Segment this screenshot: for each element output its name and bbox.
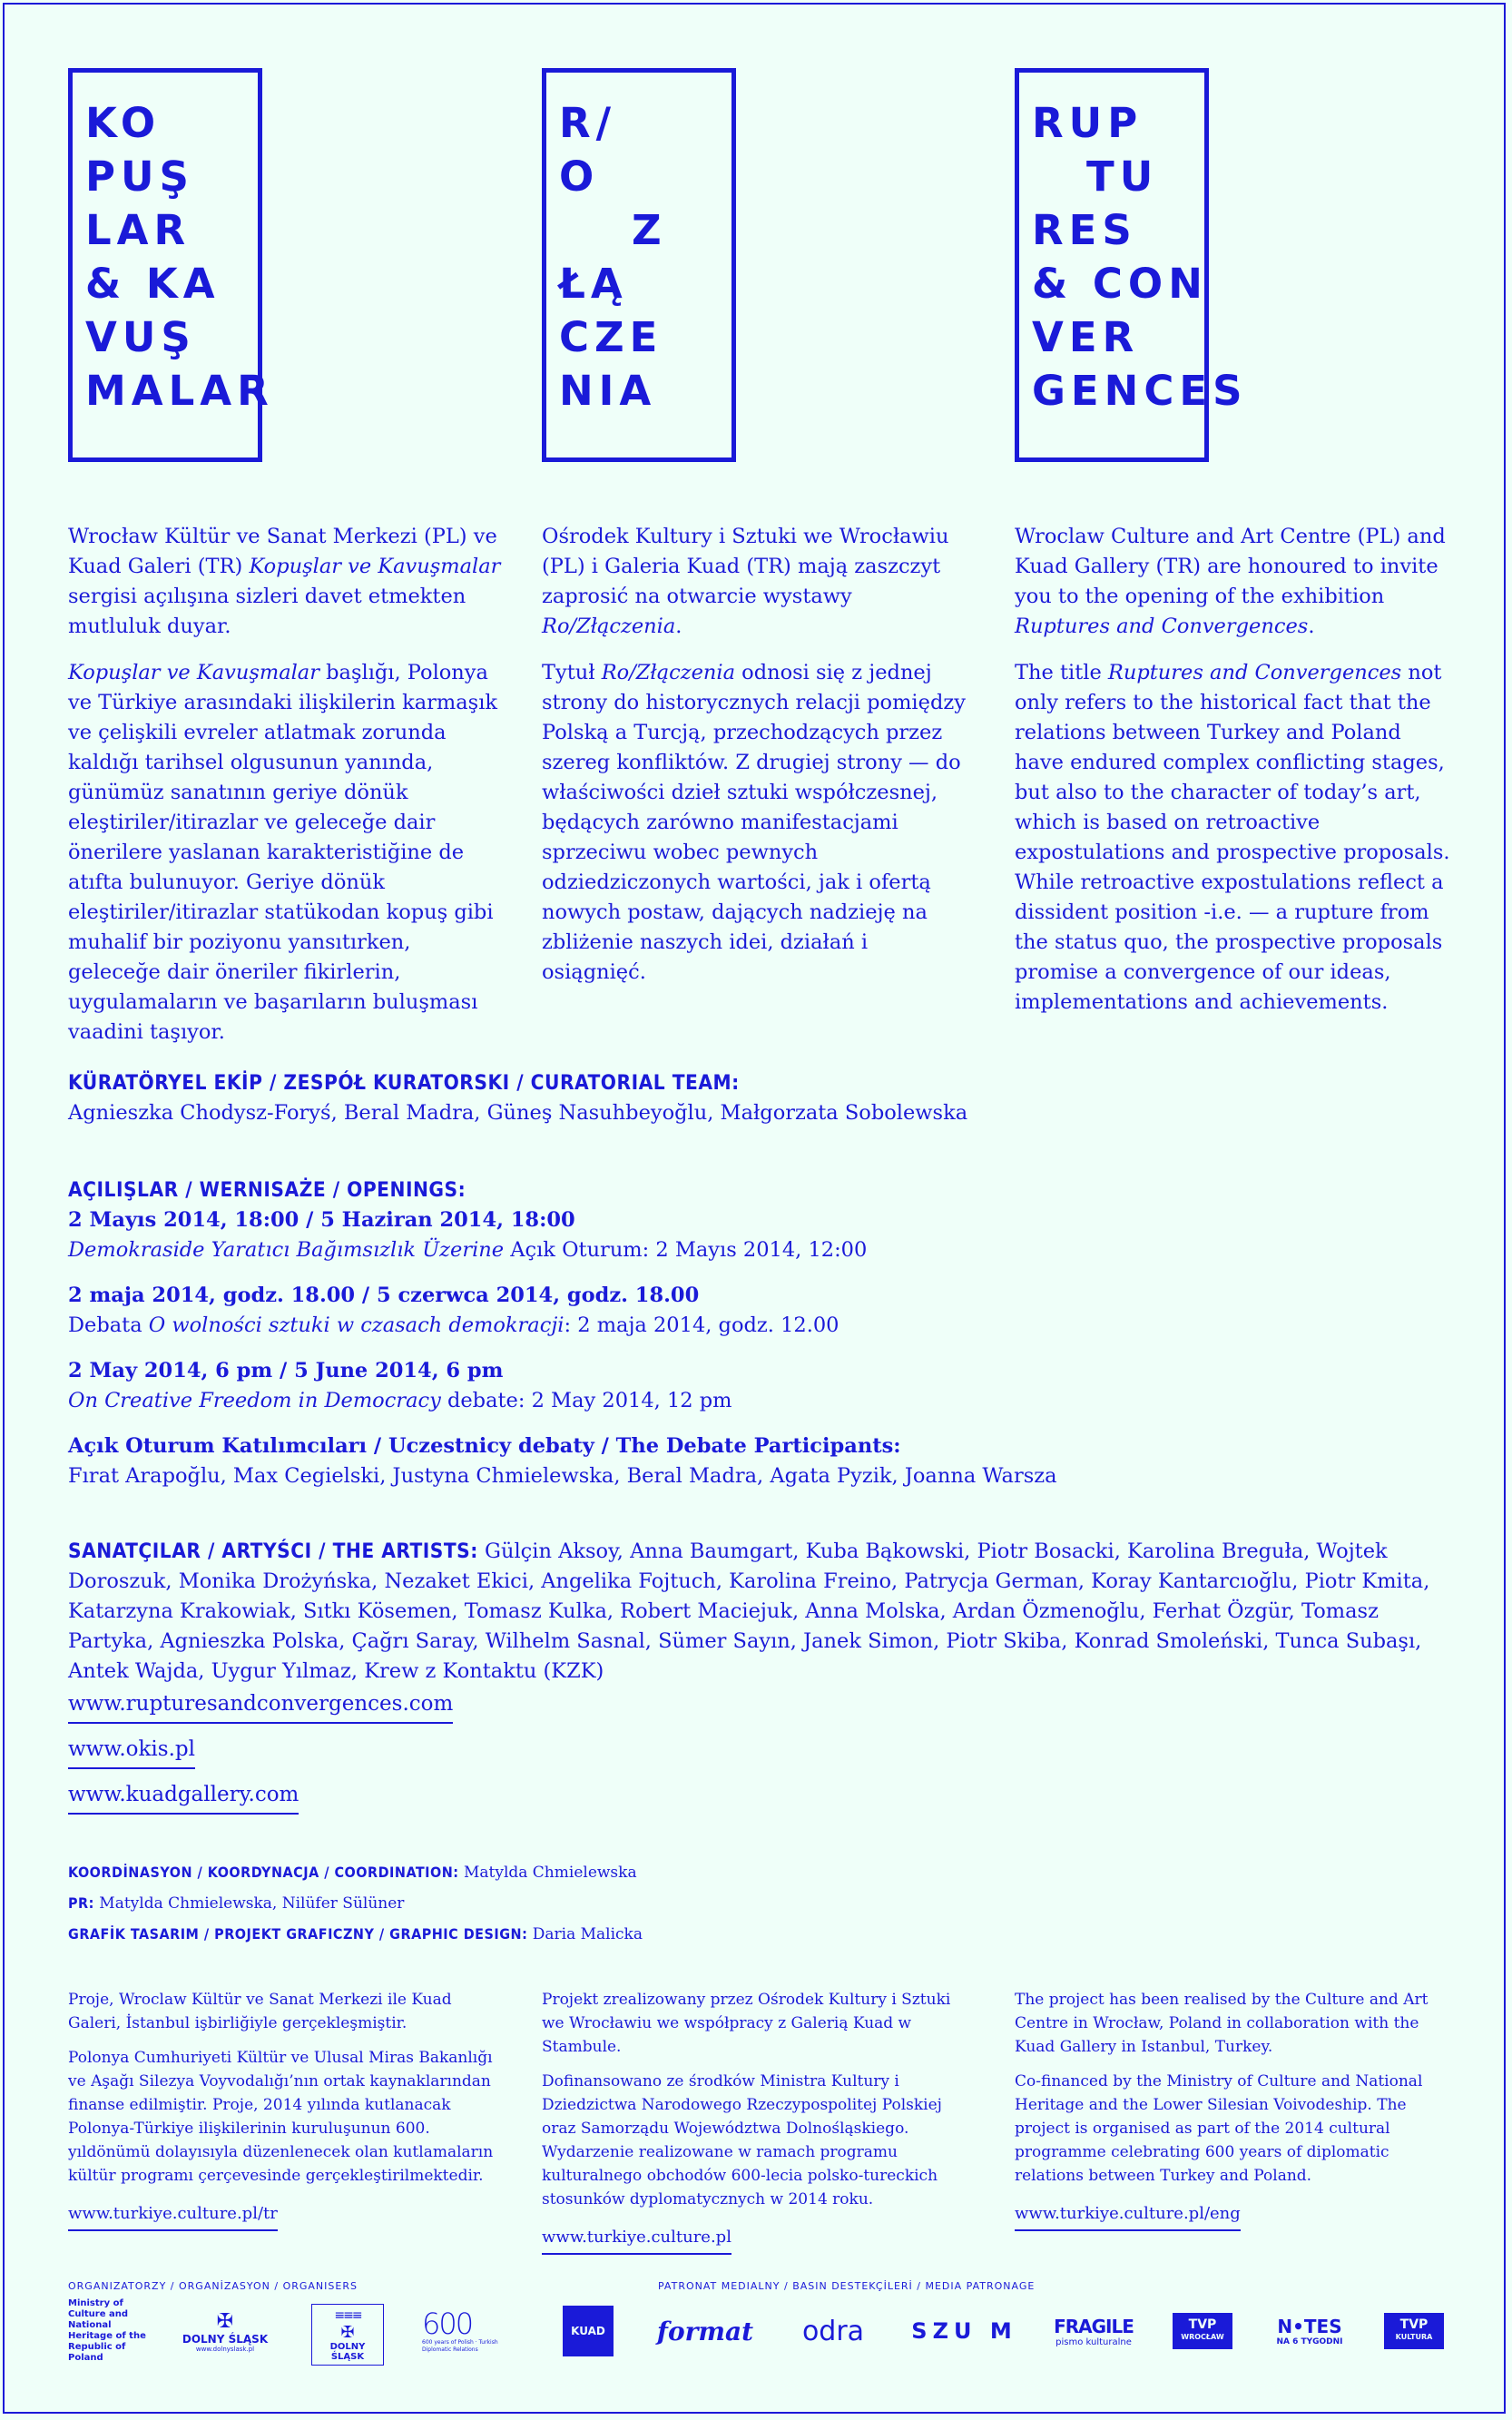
intro-paragraph: Wrocław Kültür ve Sanat Merkezi (PL) ve Kuad Galeri (TR) Kopuşlar ve Kavuşmalar sergisi açılışına sizleri davet etmekten mutluluk duyar.	[68, 525, 501, 638]
stripes-icon: ≡≡≡	[334, 2307, 361, 2323]
notes-logo: N•TES NA 6 TYGODNI	[1276, 2316, 1343, 2346]
intro-paragraph: The title Ruptures and Convergences not only refers to the historical fact that the relations between Turkey and Poland have endured complex conflicting stages, but also to the character of today’s art, which is based on retroactive expostulations and prospective proposals. While retroactive expostulations reflect a dissident position -i.e. — a rupture from the status quo, the prospective proposals promise a convergence of our ideas, implementations and achievements.	[1015, 661, 1450, 1014]
logo-kopuslar	[68, 68, 274, 462]
funding-paragraph: Co-financed by the Ministry of Culture and National Heritage and the Lower Silesian Voivodeship. The project is organised as part of the 2014 cultural programme celebrating 600 years of diplomatic relations between Turkey and Poland.	[1015, 2072, 1423, 2185]
logo-line: LAR	[85, 206, 191, 254]
logo-line: MALAR	[85, 367, 274, 415]
odra-logo: odra	[801, 2315, 865, 2347]
format-logo: format	[656, 2316, 754, 2346]
link-rupturesandconvergences[interactable]: www.rupturesandconvergences.com	[68, 1689, 453, 1724]
logo-line: PUŞ	[85, 152, 194, 201]
funding-turkish	[68, 1988, 495, 2231]
artists-names: Gülçin Aksoy, Anna Baumgart, Kuba Bąkowski, Piotr Bosacki, Karolina Breguła, Wojtek Doroszuk, Monika Drożyńska, Nezaket Ekici, Angelika Fojtuch, Karolina Freino, Patrycja German, Koray Kantarcıoğlu, Piotr Kmita, Katarzyna Krakowiak, Sıtkı Kösemen, Tomasz Kulka, Robert Maciejuk, Anna Molska, Ardan Özmenoğlu, Ferhat Özgür, Tomasz Partyka, Agnieszka Polska, Çağrı Saray, Wilhelm Sasnal, Sümer Sayın, Janek Simon, Piotr Skiba, Konrad Smoleński, Tunca Subaşı, Antek Wajda, Uygur Yılmaz, Krew z Kontaktu (KZK)	[68, 1540, 1430, 1683]
link-culture-tr[interactable]: www.turkiye.culture.pl/tr	[68, 2202, 278, 2231]
credit-coordination: KOORDİNASYON / KOORDYNACJA / COORDINATION: Matylda Chmielewska	[68, 1864, 637, 1882]
eagle-icon: ✠	[340, 2322, 355, 2342]
ministry-logo: Ministry of Culture and National Heritage of the Republic of Poland	[68, 2298, 146, 2363]
participants-label: Açık Oturum Katılımcıları / Uczestnicy debaty / The Debate Participants:	[68, 1434, 901, 1458]
funding-english	[1015, 1988, 1441, 2231]
opening-dates-en: 2 May 2014, 6 pm / 5 June 2014, 6 pm	[68, 1359, 504, 1382]
media-patronage-label: PATRONAT MEDIALNY / BASIN DESTEKÇİLERİ / MEDIA PATRONAGE	[658, 2280, 1036, 2292]
intro-paragraph: Wroclaw Culture and Art Centre (PL) and Kuad Gallery (TR) are honoured to invite you to the opening of the exhibition Ruptures and Convergences.	[1015, 525, 1446, 638]
logo-line: NIA	[559, 367, 657, 415]
logo-line: RUP	[1032, 99, 1144, 147]
funding-paragraph: Polonya Cumhuriyeti Kültür ve Ulusal Miras Bakanlığı ve Aşağı Silezya Voyvodalığı’nın ortak kaynaklarından finanse edilmiştir. Proje, 2014 yılında kutlanacak Polonya-Türkiye ilişkilerinin kuruluşunun 600. yıldönümü dolayısıyla düzenlenecek olan kutlamaların kültür programı çerçevesinde gerçekleştirilmektedir.	[68, 2049, 494, 2185]
intro-english	[1015, 522, 1450, 1034]
logo-line: O	[559, 152, 600, 201]
debate-pl: Debata O wolności sztuki w czasach demokracji: 2 maja 2014, godz. 12.00	[68, 1313, 839, 1337]
openings	[68, 1176, 1448, 1491]
intro-paragraph: Kopuşlar ve Kavuşmalar başlığı, Polonya ve Türkiye arasındaki ilişkilerin karmaşık ve çelişkili evreler atlatmak zorunda kaldığı tarihsel olgusunun yanında, günümüz sanatının geriye dönük eleştiriler/itirazlar ve geleceğe dair önerilere yaslanan karakteristiğine de atıfta bulunuyor. Geriye dönük eleştiriler/itirazlar statükodan kopuş gibi muhalif bir poziyonu yansıtırken, geleceğe dair öneriler fikirlerin, uygulamaların ve başarıların buluşması vaadini taşıyor.	[68, 661, 498, 1044]
logo-line: TU	[1086, 152, 1159, 201]
tvp-wroclaw-logo: TVP WROCŁAW	[1173, 2313, 1232, 2349]
szum-logo: SZU M	[911, 2318, 1017, 2344]
fragile-logo: FRAGILE pismo kulturalne	[1054, 2315, 1134, 2347]
logo-line: GENCES	[1032, 367, 1248, 415]
debate-tr: Demokraside Yaratıcı Bağımsızlık Üzerine Açık Oturum: 2 Mayıs 2014, 12:00	[68, 1238, 868, 1262]
logo-line: & CON	[1032, 260, 1208, 308]
debate-en: On Creative Freedom in Democracy debate: 2 May 2014, 12 pm	[68, 1389, 732, 1412]
logo-line: CZE	[559, 313, 663, 361]
logo-line: & KA	[85, 260, 221, 308]
link-kuadgallery[interactable]: www.kuadgallery.com	[68, 1780, 299, 1815]
curatorial-label: KÜRATÖRYEL EKİP / ZESPÓŁ KURATORSKI / CURATORIAL TEAM:	[68, 1071, 740, 1095]
logo-ruptures	[1015, 68, 1248, 462]
intro-polish	[542, 522, 977, 1004]
intro-paragraph: Tytuł Ro/Złączenia odnosi się z jednej strony do historycznych relacji pomiędzy Polską a Turcją, przechodzących przez szereg konfliktów. Z drugiej strony — do właściwości dzieł sztuki współczesnej, będących zarówno manifestacjami sprzeciwu wobec pewnych odziedziczonych wartości, jak i ofertą nowych postaw, dających nadzieję na zbliżenie naszych idei, działań i osiągnięć.	[542, 661, 966, 984]
link-culture-pl[interactable]: www.turkiye.culture.pl	[542, 2226, 731, 2255]
funding-paragraph: Projekt zrealizowany przez Ośrodek Kultury i Sztuki we Wrocławiu we współpracy z Galerią Kuad w Stambule.	[542, 1991, 951, 2056]
logo-line: ŁĄ	[559, 260, 628, 308]
funding-paragraph: Proje, Wroclaw Kültür ve Sanat Merkezi ile Kuad Galeri, İstanbul işbirliğiyle gerçekleşmiştir.	[68, 1991, 452, 2032]
participants-names: Fırat Arapoğlu, Max Cegielski, Justyna Chmielewska, Beral Madra, Agata Pyzik, Joanna Warsza	[68, 1464, 1057, 1488]
intro-paragraph: Ośrodek Kultury i Sztuki we Wrocławiu (PL) i Galeria Kuad (TR) mają zaszczyt zaprosić na otwarcie wystawy Ro/Złączenia.	[542, 525, 949, 638]
artists-label: SANATÇILAR / ARTYŚCI / THE ARTISTS:	[68, 1540, 478, 1563]
600-years-logo: 600 600 years of Polish · Turkish Diplomatic Relations	[422, 2307, 498, 2353]
intro-turkish	[68, 522, 504, 1064]
link-okis[interactable]: www.okis.pl	[68, 1735, 195, 1769]
dolny-slask-logo-2: ≡≡≡ ✠ DOLNY ŚLĄSK	[311, 2304, 384, 2366]
logo-line: RES	[1032, 206, 1137, 254]
funding-paragraph: The project has been realised by the Culture and Art Centre in Wrocław, Poland in collaboration with the Kuad Gallery in Istanbul, Turkey.	[1015, 1991, 1429, 2056]
opening-dates-pl: 2 maja 2014, godz. 18.00 / 5 czerwca 2014, godz. 18.00	[68, 1284, 700, 1307]
funding-paragraph: Dofinansowano ze środków Ministra Kultury i Dziedzictwa Narodowego Rzeczypospolitej Polskiej oraz Samorządu Województwa Dolnośląskiego. Wydarzenie realizowane w ramach programu kulturalnego obchodów 600-lecia polsko-tureckich stosunków dyplomatycznych w 2014 roku.	[542, 2072, 942, 2208]
dolny-slask-logo: ✠ DOLNY ŚLĄSK www.dolnyslask.pl	[182, 2309, 269, 2353]
openings-label: AÇILIŞLAR / WERNISAŻE / OPENINGS:	[68, 1178, 466, 1202]
logo-line: VUŞ	[85, 313, 196, 361]
curatorial-team	[68, 1068, 1448, 1128]
funding-polish	[542, 1988, 968, 2255]
curatorial-names: Agnieszka Chodysz-Foryś, Beral Madra, Güneş Nasuhbeyoğlu, Małgorzata Sobolewska	[68, 1101, 968, 1125]
tvp-kultura-logo: TVP KULTURA	[1384, 2313, 1444, 2349]
credits	[68, 1857, 643, 1950]
kuad-logo: KUAD	[563, 2306, 614, 2356]
opening-dates-tr: 2 Mayıs 2014, 18:00 / 5 Haziran 2014, 18:00	[68, 1208, 575, 1232]
logo-line: R/	[559, 99, 617, 147]
credit-design: GRAFİK TASARIM / PROJEKT GRAFICZNY / GRAPHIC DESIGN: Daria Malicka	[68, 1925, 643, 1943]
eagle-icon: ✠	[216, 2309, 234, 2333]
artists	[68, 1537, 1448, 1687]
organisers-label: ORGANIZATORZY / ORGANİZASYON / ORGANISERS	[68, 2280, 358, 2292]
credit-pr: PR: Matylda Chmielewska, Nilüfer Sülüner	[68, 1894, 405, 1913]
logo-line: Z	[632, 206, 667, 254]
logo-line: VER	[1032, 313, 1140, 361]
logo-line: KO	[85, 99, 162, 147]
artists-paragraph	[68, 1537, 1448, 1687]
link-culture-eng[interactable]: www.turkiye.culture.pl/eng	[1015, 2202, 1241, 2231]
logo-rozlaczenia	[542, 68, 736, 462]
